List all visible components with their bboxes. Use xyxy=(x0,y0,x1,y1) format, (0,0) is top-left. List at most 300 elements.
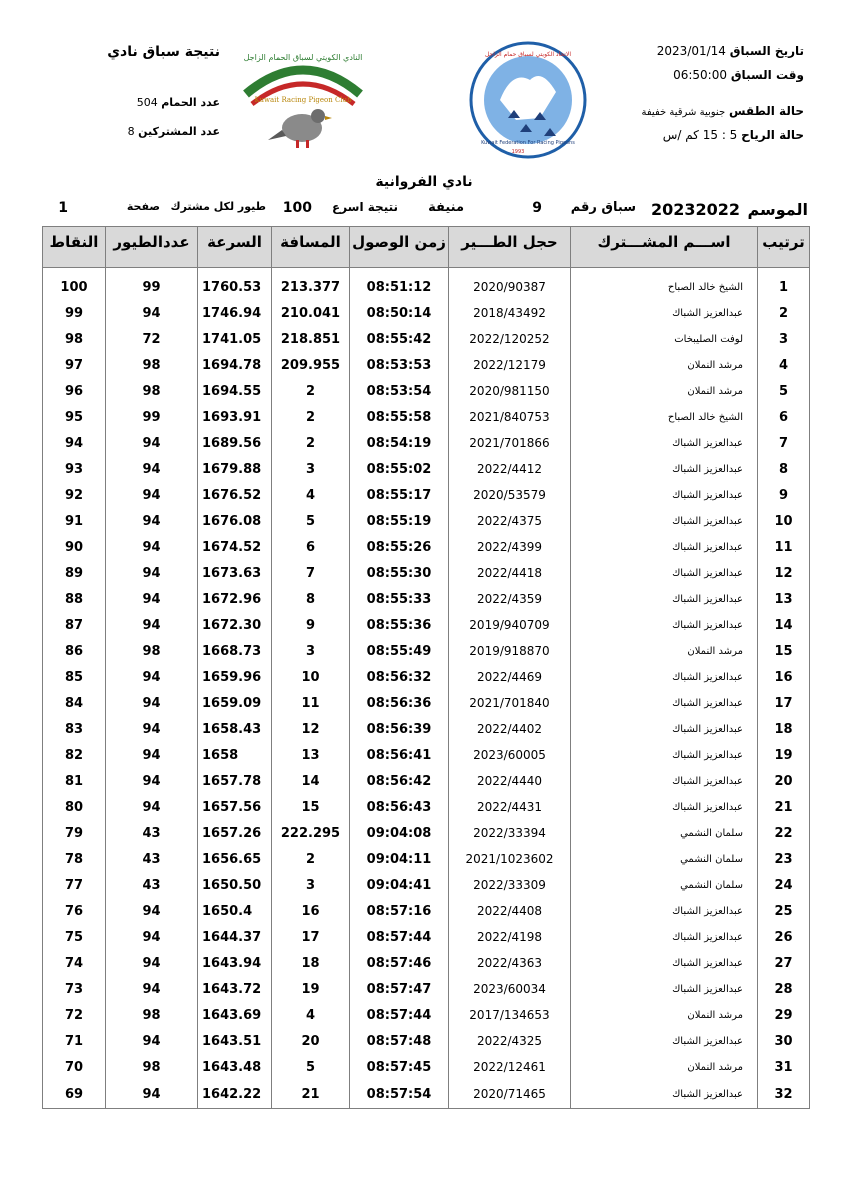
table-row xyxy=(43,430,810,456)
distance-cell: 3 xyxy=(272,456,350,482)
arrival-time-cell: 08:50:14 xyxy=(350,300,449,326)
arrival-time-cell: 08:56:39 xyxy=(350,716,449,742)
ring-number-cell: 2023/60005 xyxy=(449,742,571,768)
rank-cell: 32 xyxy=(758,1080,810,1109)
points-cell: 92 xyxy=(43,482,106,508)
table-row xyxy=(43,586,810,612)
points-cell: 93 xyxy=(43,456,106,482)
rank-cell: 30 xyxy=(758,1028,810,1054)
table-row xyxy=(43,846,810,872)
rank-cell: 18 xyxy=(758,716,810,742)
distance-cell: 222.295 xyxy=(272,820,350,846)
rank-cell: 4 xyxy=(758,352,810,378)
speed-cell: 1644.37 xyxy=(198,924,272,950)
season-label: الموسم xyxy=(747,200,808,219)
fastest-count: 100 xyxy=(282,200,312,216)
points-cell: 99 xyxy=(43,300,106,326)
table-row xyxy=(43,872,810,898)
ring-number-cell: 2020/90387 xyxy=(449,274,571,300)
col-points: النقاط xyxy=(43,227,106,268)
participant-name-cell: عبدالعزيز الشباك xyxy=(571,690,758,716)
bird-count-cell: 94 xyxy=(106,534,198,560)
club-name: نادي الفروانية xyxy=(375,174,473,190)
bird-count-cell: 94 xyxy=(106,768,198,794)
distance-cell: 4 xyxy=(272,1002,350,1028)
table-row xyxy=(43,716,810,742)
speed-cell: 1650.50 xyxy=(198,872,272,898)
ring-number-cell: 2021/1023602 xyxy=(449,846,571,872)
distance-cell: 218.851 xyxy=(272,326,350,352)
arrival-time-cell: 08:55:26 xyxy=(350,534,449,560)
ring-number-cell: 2022/4325 xyxy=(449,1028,571,1054)
ring-number-cell: 2022/4375 xyxy=(449,508,571,534)
bird-count-cell: 98 xyxy=(106,1054,198,1080)
rank-cell: 13 xyxy=(758,586,810,612)
table-row xyxy=(43,976,810,1002)
bird-count-cell: 43 xyxy=(106,820,198,846)
table-header-row xyxy=(43,227,810,268)
rank-cell: 6 xyxy=(758,404,810,430)
bird-count-cell: 94 xyxy=(106,560,198,586)
participants-count-label: عدد المشتركين xyxy=(138,125,220,138)
col-rank: ترتيب xyxy=(758,227,810,268)
speed-cell: 1643.72 xyxy=(198,976,272,1002)
points-cell: 74 xyxy=(43,950,106,976)
participant-name-cell: مرشد النملان xyxy=(571,638,758,664)
distance-cell: 15 xyxy=(272,794,350,820)
distance-cell: 13 xyxy=(272,742,350,768)
table-row xyxy=(43,1028,810,1054)
ring-number-cell: 2022/4399 xyxy=(449,534,571,560)
participant-name-cell: مرشد النملان xyxy=(571,1002,758,1028)
race-number-value: 9 xyxy=(532,200,542,216)
arrival-time-cell: 08:57:16 xyxy=(350,898,449,924)
rank-cell: 20 xyxy=(758,768,810,794)
participants-count-value: 8 xyxy=(127,125,135,138)
header-left xyxy=(20,40,220,138)
table-row xyxy=(43,768,810,794)
participant-name-cell: سلمان النشمي xyxy=(571,872,758,898)
ring-number-cell: 2020/981150 xyxy=(449,378,571,404)
speed-cell: 1741.05 xyxy=(198,326,272,352)
rank-cell: 8 xyxy=(758,456,810,482)
pigeons-count-label: عدد الحمام xyxy=(161,96,220,109)
distance-cell: 5 xyxy=(272,1054,350,1080)
distance-cell: 2 xyxy=(272,430,350,456)
ring-number-cell: 2022/4363 xyxy=(449,950,571,976)
rank-cell: 26 xyxy=(758,924,810,950)
race-date-label: تاريخ السباق xyxy=(729,44,804,58)
results-table xyxy=(42,226,810,1109)
rank-cell: 31 xyxy=(758,1054,810,1080)
weather-value: جنوبية شرقية خفيفة xyxy=(641,107,726,118)
points-cell: 96 xyxy=(43,378,106,404)
table-row xyxy=(43,274,810,300)
bird-count-cell: 94 xyxy=(106,612,198,638)
col-arrival: زمن الوصول xyxy=(350,227,449,268)
ring-number-cell: 2022/4418 xyxy=(449,560,571,586)
col-speed: السرعة xyxy=(198,227,272,268)
race-type: منيفة xyxy=(428,200,464,215)
arrival-time-cell: 08:55:02 xyxy=(350,456,449,482)
speed-cell: 1760.53 xyxy=(198,274,272,300)
table-row xyxy=(43,820,810,846)
table-row xyxy=(43,456,810,482)
distance-cell: 9 xyxy=(272,612,350,638)
points-cell: 79 xyxy=(43,820,106,846)
speed-cell: 1659.09 xyxy=(198,690,272,716)
speed-cell: 1672.30 xyxy=(198,612,272,638)
rank-cell: 15 xyxy=(758,638,810,664)
table-row xyxy=(43,742,810,768)
ring-number-cell: 2017/134653 xyxy=(449,1002,571,1028)
speed-cell: 1694.78 xyxy=(198,352,272,378)
wind xyxy=(604,128,804,144)
distance-cell: 21 xyxy=(272,1080,350,1109)
rank-cell: 16 xyxy=(758,664,810,690)
table-row xyxy=(43,482,810,508)
table-row xyxy=(43,924,810,950)
participant-name-cell: عبدالعزيز الشباك xyxy=(571,742,758,768)
arrival-time-cell: 08:56:36 xyxy=(350,690,449,716)
rank-cell: 21 xyxy=(758,794,810,820)
race-date-value: 2023/01/14 xyxy=(656,44,726,58)
bird-count-cell: 94 xyxy=(106,794,198,820)
points-cell: 87 xyxy=(43,612,106,638)
rank-cell: 5 xyxy=(758,378,810,404)
rank-cell: 12 xyxy=(758,560,810,586)
bird-count-cell: 94 xyxy=(106,898,198,924)
points-cell: 86 xyxy=(43,638,106,664)
table-row xyxy=(43,404,810,430)
ring-number-cell: 2022/4402 xyxy=(449,716,571,742)
participant-name-cell: مرشد النملان xyxy=(571,378,758,404)
rank-cell: 19 xyxy=(758,742,810,768)
participant-name-cell: عبدالعزيز الشباك xyxy=(571,534,758,560)
bird-count-cell: 94 xyxy=(106,716,198,742)
ring-number-cell: 2020/71465 xyxy=(449,1080,571,1109)
table-row xyxy=(43,560,810,586)
distance-cell: 2 xyxy=(272,846,350,872)
points-cell: 88 xyxy=(43,586,106,612)
col-distance: المسافة xyxy=(272,227,350,268)
race-info-line xyxy=(42,200,808,224)
participant-name-cell: عبدالعزيز الشباك xyxy=(571,716,758,742)
participant-name-cell: عبدالعزيز الشباك xyxy=(571,1080,758,1109)
arrival-time-cell: 08:56:43 xyxy=(350,794,449,820)
bird-count-cell: 43 xyxy=(106,872,198,898)
distance-cell: 213.377 xyxy=(272,274,350,300)
speed-cell: 1643.51 xyxy=(198,1028,272,1054)
speed-cell: 1746.94 xyxy=(198,300,272,326)
participant-name-cell: عبدالعزيز الشباك xyxy=(571,950,758,976)
ring-number-cell: 2022/33309 xyxy=(449,872,571,898)
speed-cell: 1657.56 xyxy=(198,794,272,820)
distance-cell: 7 xyxy=(272,560,350,586)
race-time-label: وقت السباق xyxy=(730,68,804,82)
bird-count-cell: 94 xyxy=(106,690,198,716)
rank-cell: 1 xyxy=(758,274,810,300)
arrival-time-cell: 08:55:58 xyxy=(350,404,449,430)
speed-cell: 1656.65 xyxy=(198,846,272,872)
table-row xyxy=(43,690,810,716)
ring-number-cell: 2019/918870 xyxy=(449,638,571,664)
ring-number-cell: 2022/12461 xyxy=(449,1054,571,1080)
table-row xyxy=(43,326,810,352)
speed-cell: 1658.43 xyxy=(198,716,272,742)
arrival-time-cell: 08:56:32 xyxy=(350,664,449,690)
arrival-time-cell: 08:54:19 xyxy=(350,430,449,456)
speed-cell: 1643.48 xyxy=(198,1054,272,1080)
points-cell: 69 xyxy=(43,1080,106,1109)
ring-number-cell: 2022/4408 xyxy=(449,898,571,924)
rank-cell: 25 xyxy=(758,898,810,924)
page-label: صفحة xyxy=(126,200,160,213)
federation-logo-arabic: الاتحاد الكويتي لسباق حمام الزاجل xyxy=(484,51,572,58)
speed-cell: 1694.55 xyxy=(198,378,272,404)
points-cell: 73 xyxy=(43,976,106,1002)
bird-count-cell: 72 xyxy=(106,326,198,352)
speed-cell: 1674.52 xyxy=(198,534,272,560)
points-cell: 94 xyxy=(43,430,106,456)
speed-cell: 1689.56 xyxy=(198,430,272,456)
wind-value: 5 : 15 كم /س xyxy=(662,128,738,142)
table-row xyxy=(43,664,810,690)
table-row xyxy=(43,508,810,534)
distance-cell: 10 xyxy=(272,664,350,690)
ring-number-cell: 2021/701866 xyxy=(449,430,571,456)
bird-count-cell: 94 xyxy=(106,456,198,482)
distance-cell: 18 xyxy=(272,950,350,976)
participants-count xyxy=(20,125,220,138)
page-number: 1 xyxy=(58,200,68,216)
ring-number-cell: 2022/4359 xyxy=(449,586,571,612)
points-cell: 98 xyxy=(43,326,106,352)
distance-cell: 12 xyxy=(272,716,350,742)
col-birds: عددالطيور xyxy=(106,227,198,268)
rank-cell: 23 xyxy=(758,846,810,872)
speed-cell: 1676.52 xyxy=(198,482,272,508)
participant-name-cell: عبدالعزيز الشباك xyxy=(571,508,758,534)
ring-number-cell: 2022/12179 xyxy=(449,352,571,378)
col-ring: حجل الطـــير xyxy=(449,227,571,268)
season-value: 20232022 xyxy=(650,200,740,219)
participant-name-cell: عبدالعزيز الشباك xyxy=(571,456,758,482)
federation-logo-english: Kuwait Federation For Racing Pigeons xyxy=(481,140,575,146)
arrival-time-cell: 08:51:12 xyxy=(350,274,449,300)
participant-name-cell: مرشد النملان xyxy=(571,352,758,378)
table-row xyxy=(43,300,810,326)
ring-number-cell: 2022/4412 xyxy=(449,456,571,482)
participant-name-cell: سلمان النشمي xyxy=(571,846,758,872)
distance-cell: 19 xyxy=(272,976,350,1002)
participant-name-cell: عبدالعزيز الشباك xyxy=(571,924,758,950)
table-row xyxy=(43,1002,810,1028)
birds-per-participant-label: طيور لكل مشترك xyxy=(170,200,266,213)
points-cell: 77 xyxy=(43,872,106,898)
weather xyxy=(604,104,804,120)
bird-count-cell: 94 xyxy=(106,924,198,950)
bird-count-cell: 94 xyxy=(106,742,198,768)
arrival-time-cell: 08:57:45 xyxy=(350,1054,449,1080)
rank-cell: 2 xyxy=(758,300,810,326)
rank-cell: 29 xyxy=(758,1002,810,1028)
rank-cell: 24 xyxy=(758,872,810,898)
arrival-time-cell: 08:57:48 xyxy=(350,1028,449,1054)
points-cell: 83 xyxy=(43,716,106,742)
distance-cell: 4 xyxy=(272,482,350,508)
ring-number-cell: 2020/53579 xyxy=(449,482,571,508)
bird-count-cell: 98 xyxy=(106,638,198,664)
table-row xyxy=(43,352,810,378)
weather-label: حالة الطقس xyxy=(728,104,804,118)
race-time xyxy=(604,68,804,84)
bird-count-cell: 94 xyxy=(106,950,198,976)
table-row xyxy=(43,898,810,924)
table-row xyxy=(43,794,810,820)
points-cell: 81 xyxy=(43,768,106,794)
speed-cell: 1676.08 xyxy=(198,508,272,534)
arrival-time-cell: 08:57:46 xyxy=(350,950,449,976)
table-body xyxy=(43,268,810,1109)
table-row xyxy=(43,950,810,976)
participant-name-cell: عبدالعزيز الشباك xyxy=(571,586,758,612)
bird-count-cell: 94 xyxy=(106,1080,198,1109)
bird-count-cell: 94 xyxy=(106,586,198,612)
rank-cell: 9 xyxy=(758,482,810,508)
participant-name-cell: عبدالعزيز الشباك xyxy=(571,1028,758,1054)
arrival-time-cell: 09:04:11 xyxy=(350,846,449,872)
distance-cell: 17 xyxy=(272,924,350,950)
ring-number-cell: 2019/940709 xyxy=(449,612,571,638)
fastest-label: نتيجة اسرع xyxy=(332,200,398,214)
result-title: نتيجة سباق نادي xyxy=(107,44,220,60)
bird-count-cell: 99 xyxy=(106,404,198,430)
participant-name-cell: عبدالعزيز الشباك xyxy=(571,794,758,820)
arrival-time-cell: 08:55:33 xyxy=(350,586,449,612)
arrival-time-cell: 08:55:42 xyxy=(350,326,449,352)
distance-cell: 6 xyxy=(272,534,350,560)
distance-cell: 2 xyxy=(272,404,350,430)
header-right xyxy=(604,40,804,144)
points-cell: 72 xyxy=(43,1002,106,1028)
participant-name-cell: عبدالعزيز الشباك xyxy=(571,612,758,638)
points-cell: 80 xyxy=(43,794,106,820)
table-row xyxy=(43,1054,810,1080)
pigeons-count xyxy=(20,96,220,109)
distance-cell: 3 xyxy=(272,872,350,898)
arrival-time-cell: 08:56:41 xyxy=(350,742,449,768)
table-row xyxy=(43,534,810,560)
bird-count-cell: 98 xyxy=(106,378,198,404)
participant-name-cell: عبدالعزيز الشباك xyxy=(571,300,758,326)
points-cell: 100 xyxy=(43,274,106,300)
wind-label: حالة الرياح xyxy=(741,128,804,142)
distance-cell: 8 xyxy=(272,586,350,612)
speed-cell: 1643.69 xyxy=(198,1002,272,1028)
points-cell: 95 xyxy=(43,404,106,430)
distance-cell: 14 xyxy=(272,768,350,794)
rank-cell: 3 xyxy=(758,326,810,352)
points-cell: 76 xyxy=(43,898,106,924)
speed-cell: 1657.78 xyxy=(198,768,272,794)
race-number-label: سباق رقم xyxy=(570,200,636,215)
speed-cell: 1668.73 xyxy=(198,638,272,664)
participant-name-cell: عبدالعزيز الشباك xyxy=(571,898,758,924)
speed-cell: 1658 xyxy=(198,742,272,768)
distance-cell: 11 xyxy=(272,690,350,716)
speed-cell: 1642.22 xyxy=(198,1080,272,1109)
col-name: اســـم المشـــترك xyxy=(571,227,758,268)
table-row xyxy=(43,378,810,404)
points-cell: 82 xyxy=(43,742,106,768)
distance-cell: 2 xyxy=(272,378,350,404)
club-logo-arabic: النادي الكويتي لسباق الحمام الزاجل xyxy=(243,53,363,62)
speed-cell: 1679.88 xyxy=(198,456,272,482)
rank-cell: 7 xyxy=(758,430,810,456)
participant-name-cell: عبدالعزيز الشباك xyxy=(571,768,758,794)
table-row xyxy=(43,612,810,638)
bird-count-cell: 94 xyxy=(106,430,198,456)
bird-count-cell: 98 xyxy=(106,1002,198,1028)
distance-cell: 3 xyxy=(272,638,350,664)
arrival-time-cell: 08:57:44 xyxy=(350,1002,449,1028)
speed-cell: 1643.94 xyxy=(198,950,272,976)
ring-number-cell: 2022/33394 xyxy=(449,820,571,846)
rank-cell: 10 xyxy=(758,508,810,534)
distance-cell: 20 xyxy=(272,1028,350,1054)
participant-name-cell: الشيخ خالد الصباح xyxy=(571,404,758,430)
race-date xyxy=(604,44,804,60)
arrival-time-cell: 08:57:44 xyxy=(350,924,449,950)
arrival-time-cell: 08:55:19 xyxy=(350,508,449,534)
ring-number-cell: 2018/43492 xyxy=(449,300,571,326)
speed-cell: 1650.4 xyxy=(198,898,272,924)
bird-count-cell: 43 xyxy=(106,846,198,872)
ring-number-cell: 2022/4440 xyxy=(449,768,571,794)
distance-cell: 16 xyxy=(272,898,350,924)
arrival-time-cell: 08:53:54 xyxy=(350,378,449,404)
race-time-value: 06:50:00 xyxy=(673,68,727,82)
arrival-time-cell: 08:55:36 xyxy=(350,612,449,638)
arrival-time-cell: 08:53:53 xyxy=(350,352,449,378)
rank-cell: 14 xyxy=(758,612,810,638)
ring-number-cell: 2021/701840 xyxy=(449,690,571,716)
rank-cell: 22 xyxy=(758,820,810,846)
participant-name-cell: عبدالعزيز الشباك xyxy=(571,430,758,456)
points-cell: 78 xyxy=(43,846,106,872)
participant-name-cell: سلمان النشمي xyxy=(571,820,758,846)
ring-number-cell: 2021/840753 xyxy=(449,404,571,430)
rank-cell: 27 xyxy=(758,950,810,976)
arrival-time-cell: 09:04:41 xyxy=(350,872,449,898)
points-cell: 97 xyxy=(43,352,106,378)
bird-count-cell: 94 xyxy=(106,1028,198,1054)
points-cell: 89 xyxy=(43,560,106,586)
arrival-time-cell: 09:04:08 xyxy=(350,820,449,846)
ring-number-cell: 2023/60034 xyxy=(449,976,571,1002)
table-row xyxy=(43,638,810,664)
federation-logo-year: 1993 xyxy=(511,149,525,155)
arrival-time-cell: 08:55:30 xyxy=(350,560,449,586)
speed-cell: 1657.26 xyxy=(198,820,272,846)
ring-number-cell: 2022/120252 xyxy=(449,326,571,352)
participant-name-cell: لوفت الصليبخات xyxy=(571,326,758,352)
points-cell: 90 xyxy=(43,534,106,560)
points-cell: 84 xyxy=(43,690,106,716)
participant-name-cell: عبدالعزيز الشباك xyxy=(571,482,758,508)
points-cell: 75 xyxy=(43,924,106,950)
